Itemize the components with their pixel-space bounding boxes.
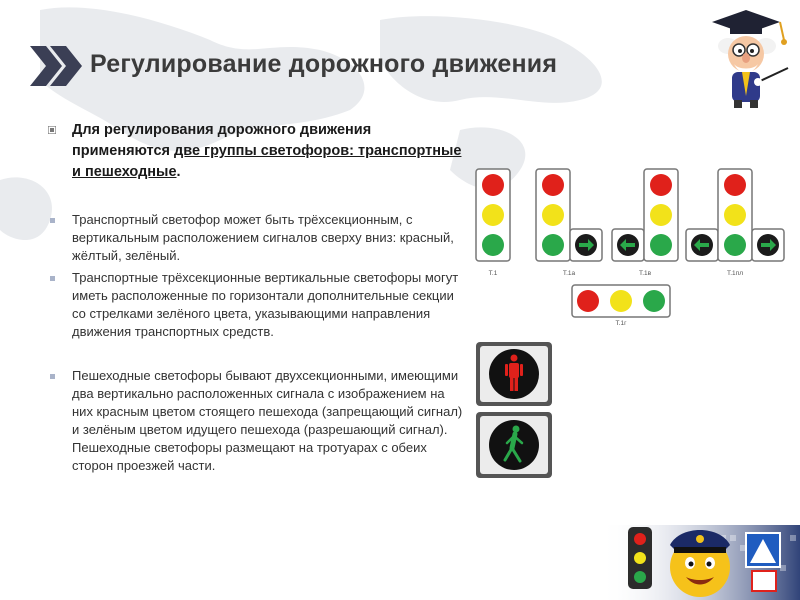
bullet-icon	[50, 218, 55, 223]
traffic-light-cartoon-icon	[628, 527, 652, 589]
list-item	[48, 367, 468, 475]
bullet-icon	[50, 374, 55, 379]
traffic-light-t1a	[536, 169, 602, 261]
traffic-light-t1	[476, 169, 510, 261]
list-item-text: Пешеходные светофоры бывают двухсекционными, имеющими два вертикально расположенных сигнала с изображением на них красным цветом стоящего пешехода (запрещающий сигнал) и зелёным цветом идущего пешехода (разрешающий сигнал). Пешеходные светофоры размещают на тротуарах с обеих сторон проезжей части.	[72, 368, 463, 473]
lead-paragraph	[48, 120, 468, 183]
content-text	[48, 120, 468, 479]
bullet-icon	[50, 276, 55, 281]
bottom-decoration	[600, 505, 800, 600]
list-item	[48, 211, 468, 265]
road-sign-icon	[746, 533, 780, 591]
label-t1v: Т.1в	[638, 270, 652, 277]
square-bullet-icon	[48, 126, 56, 134]
label-t1a: Т.1а	[562, 270, 576, 277]
traffic-lights-diagram	[470, 165, 790, 325]
traffic-light-t1pl	[686, 169, 784, 261]
list-item-text: Транспортные трёхсекционные вертикальные светофоры могут иметь расположенные по горизонтали дополнительные секции со стрелками зелёного цвета, указывающими направления движения транспортных средств.	[72, 270, 459, 339]
label-t1g: Т.1г	[615, 320, 627, 325]
label-t1: Т.1	[488, 270, 498, 277]
lead-text: Для регулирования дорожного движения применяются	[72, 122, 372, 159]
pedestrian-traffic-light	[474, 340, 554, 480]
list-item	[48, 269, 468, 341]
page-title: Регулирование дорожного движения	[90, 50, 558, 78]
smiley-police-icon	[670, 530, 730, 597]
label-t1pl: Т.1пл	[727, 270, 743, 277]
list-item-text: Транспортный светофор может быть трёхсекционным, с вертикальным расположением сигналов сверху вниз: красный, жёлтый, зелёный.	[72, 212, 454, 263]
traffic-light-t1v	[612, 169, 678, 261]
traffic-light-t1g	[572, 285, 670, 317]
double-chevron-icon	[28, 42, 84, 90]
lead-end: .	[176, 164, 181, 180]
lead-underlined-text: две группы светофоров: транспортные и пешеходные	[72, 143, 462, 180]
professor-mascot-icon	[700, 6, 792, 110]
